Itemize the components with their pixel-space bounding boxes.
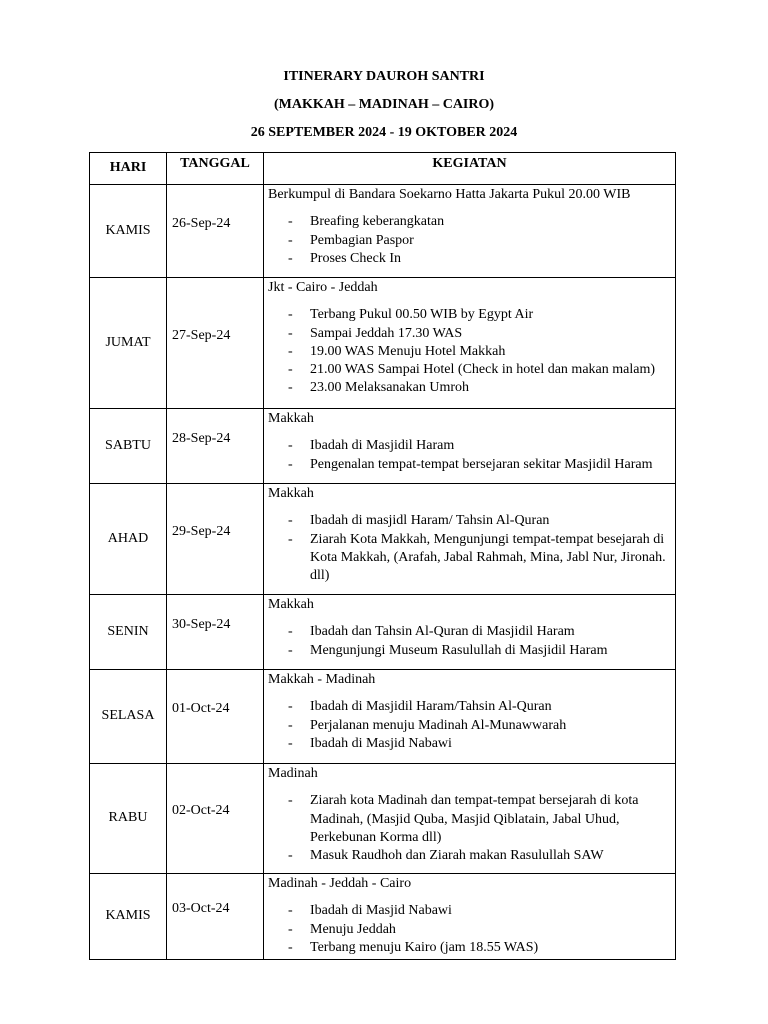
activity-list <box>268 213 671 268</box>
activity-item: - Perjalanan menuju Madinah Al-Munawwarah <box>268 717 671 735</box>
activity-item: - Ibadah dan Tahsin Al-Quran di Masjidil Haram <box>268 623 671 641</box>
activity-location: Berkumpul di Bandara Soekarno Hatta Jakarta Pukul 20.00 WIB <box>268 187 631 202</box>
activity-cell <box>264 874 676 960</box>
activity-item: - Ziarah Kota Makkah, Mengunjungi tempat-tempat besejarah di Kota Makkah, (Arafah, Jabal Rahmah, Mina, Jabl Nur, Jironah. dll) <box>268 531 671 586</box>
table-row <box>90 484 676 595</box>
activity-item: - Ziarah kota Madinah dan tempat-tempat bersejarah di kota Madinah, (Masjid Quba, Masjid Qiblatain, Jabal Uhud, Perkebunan Korma dll) <box>268 792 671 847</box>
activity-item: - Terbang Pukul 00.50 WIB by Egypt Air <box>268 306 671 324</box>
activity-location: Makkah <box>268 597 314 612</box>
document-subtitle-route: (MAKKAH – MADINAH – CAIRO) <box>273 97 495 112</box>
day-cell: SENIN <box>90 595 167 670</box>
activity-item: - Proses Check In <box>268 250 671 268</box>
date-text: 03-Oct-24 <box>172 901 230 917</box>
date-cell <box>167 670 264 764</box>
activity-cell <box>264 185 676 278</box>
activity-list <box>268 512 671 585</box>
column-header-tanggal: TANGGAL <box>167 153 264 185</box>
day-cell: SABTU <box>90 409 167 484</box>
activity-list <box>268 698 671 753</box>
activity-cell <box>264 595 676 670</box>
activity-item: - Ibadah di Masjidil Haram <box>268 437 671 455</box>
activity-cell <box>264 764 676 874</box>
table-row <box>90 595 676 670</box>
activity-item: - Terbang menuju Kairo (jam 18.55 WAS) <box>268 939 671 957</box>
activity-item: - 23.00 Melaksanakan Umroh <box>268 379 671 397</box>
date-text: 01-Oct-24 <box>172 701 230 717</box>
table-row <box>90 409 676 484</box>
document-subtitle-dates: 26 SEPTEMBER 2024 - 19 OKTOBER 2024 <box>250 125 518 140</box>
day-cell: AHAD <box>90 484 167 595</box>
day-cell: RABU <box>90 764 167 874</box>
table-row <box>90 278 676 409</box>
activity-item: - Ibadah di Masjid Nabawi <box>268 902 671 920</box>
table-row <box>90 670 676 764</box>
activity-list <box>268 437 671 474</box>
table-row <box>90 764 676 874</box>
activity-list <box>268 902 671 957</box>
date-cell <box>167 595 264 670</box>
date-cell <box>167 185 264 278</box>
document-title: ITINERARY DAUROH SANTRI <box>283 69 485 84</box>
day-cell: KAMIS <box>90 185 167 278</box>
day-cell: SELASA <box>90 670 167 764</box>
table-header-row <box>90 153 676 185</box>
activity-cell <box>264 484 676 595</box>
column-header-kegiatan: KEGIATAN <box>264 153 676 185</box>
activity-location: Makkah <box>268 411 314 426</box>
date-text: 02-Oct-24 <box>172 803 230 819</box>
date-cell <box>167 484 264 595</box>
date-cell <box>167 409 264 484</box>
activity-item: - Ibadah di Masjidil Haram/Tahsin Al-Quran <box>268 698 671 716</box>
itinerary-table <box>89 152 676 960</box>
activity-item: - 21.00 WAS Sampai Hotel (Check in hotel dan makan malam) <box>268 361 671 379</box>
date-cell <box>167 278 264 409</box>
table-row <box>90 185 676 278</box>
date-cell <box>167 874 264 960</box>
activity-item: - Menuju Jeddah <box>268 921 671 939</box>
activity-cell <box>264 670 676 764</box>
activity-location: Makkah <box>268 486 314 501</box>
date-text: 28-Sep-24 <box>172 430 231 446</box>
activity-location: Madinah <box>268 766 318 781</box>
date-text: 30-Sep-24 <box>172 616 231 632</box>
activity-location: Madinah - Jeddah - Cairo <box>268 876 412 891</box>
table-row <box>90 874 676 960</box>
activity-location: Makkah - Madinah <box>268 672 376 687</box>
activity-item: - 19.00 WAS Menuju Hotel Makkah <box>268 343 671 361</box>
date-cell <box>167 764 264 874</box>
table-body <box>90 185 676 960</box>
activity-item: - Sampai Jeddah 17.30 WAS <box>268 325 671 343</box>
date-text: 27-Sep-24 <box>172 327 231 343</box>
activity-cell <box>264 278 676 409</box>
activity-item: - Pengenalan tempat-tempat bersejaran sekitar Masjidil Haram <box>268 456 671 474</box>
activity-location: Jkt - Cairo - Jeddah <box>268 280 378 295</box>
activity-item: - Mengunjungi Museum Rasulullah di Masjidil Haram <box>268 642 671 660</box>
date-text: 29-Sep-24 <box>172 523 231 539</box>
activity-cell <box>264 409 676 484</box>
activity-item: - Masuk Raudhoh dan Ziarah makan Rasulullah SAW <box>268 847 671 865</box>
day-cell: KAMIS <box>90 874 167 960</box>
activity-item: - Ibadah di Masjid Nabawi <box>268 735 671 753</box>
activity-item: - Ibadah di masjidl Haram/ Tahsin Al-Quran <box>268 512 671 530</box>
activity-list <box>268 792 671 865</box>
activity-item: - Pembagian Paspor <box>268 232 671 250</box>
day-cell: JUMAT <box>90 278 167 409</box>
date-text: 26-Sep-24 <box>172 215 231 231</box>
activity-list <box>268 623 671 660</box>
activity-item: - Breafing keberangkatan <box>268 213 671 231</box>
column-header-hari: HARI <box>90 153 167 185</box>
activity-list <box>268 306 671 397</box>
